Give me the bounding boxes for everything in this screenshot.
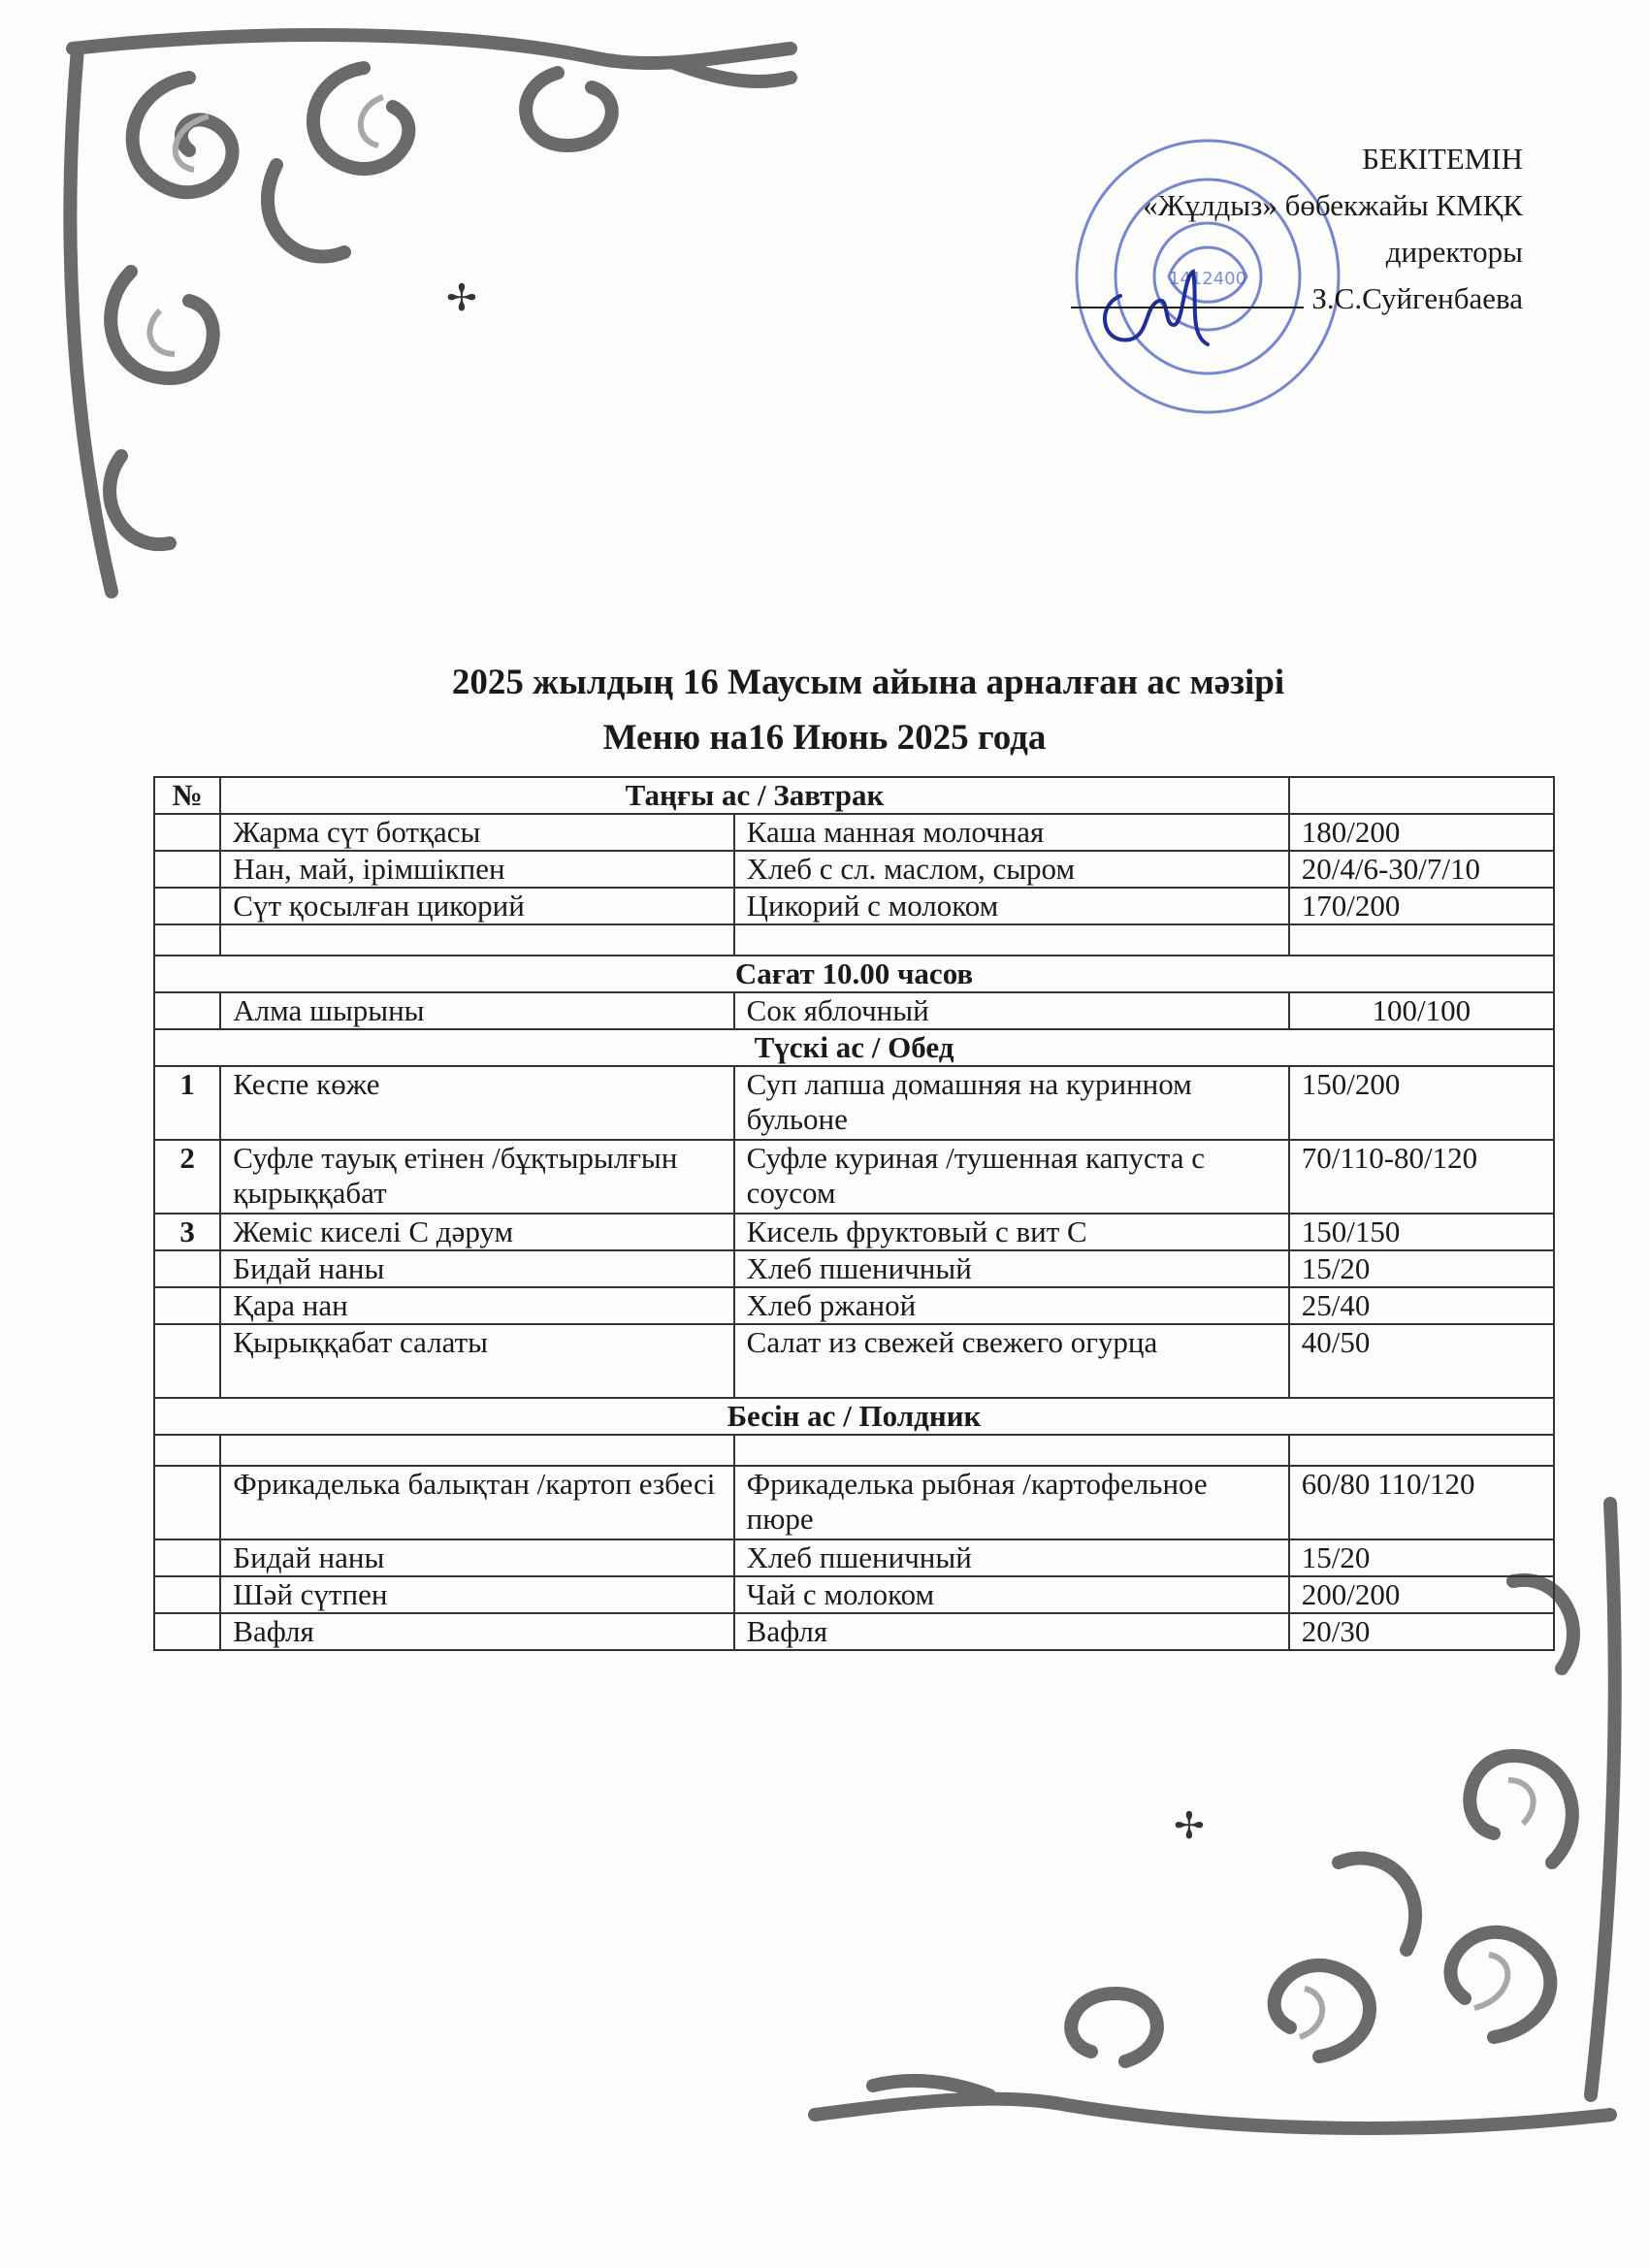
- table-row: [154, 851, 1554, 888]
- dish-ru: Сок яблочный: [734, 992, 1289, 1029]
- lunch-header: Түскі ас / Обед: [154, 1029, 1554, 1066]
- approval-position: директоры: [1385, 235, 1523, 269]
- dish-kz: Суфле тауық етінен /бұқтырылғын қырыққабат: [220, 1140, 733, 1214]
- dish-kz: Қырыққабат салаты: [220, 1324, 733, 1398]
- portion: 20/4/6-30/7/10: [1289, 851, 1554, 888]
- portion: 40/50: [1289, 1324, 1554, 1398]
- dish-ru: Вафля: [734, 1613, 1289, 1650]
- portion: 15/20: [1289, 1250, 1554, 1287]
- dish-kz: Бидай наны: [220, 1539, 733, 1576]
- dish-ru: Кисель фруктовый с вит С: [734, 1214, 1289, 1250]
- portion: 150/150: [1289, 1214, 1554, 1250]
- portion: 25/40: [1289, 1287, 1554, 1324]
- dish-kz: Нан, май, ірімшікпен: [220, 851, 733, 888]
- dish-kz: Алма шырыны: [220, 992, 733, 1029]
- num-header: №: [154, 777, 220, 814]
- dish-ru: Фрикаделька рыбная /картофельное пюре: [734, 1466, 1289, 1539]
- table-row: [154, 1539, 1554, 1576]
- breakfast-header: Таңғы ас / Завтрак: [220, 777, 1288, 814]
- table-row: 3 Жеміс киселі С дәрум Кисель фруктовый с вит С 150/150: [154, 1214, 1554, 1250]
- portion: 180/200: [1289, 814, 1554, 851]
- approval-signer: З.С.Суйгенбаева: [1311, 281, 1523, 315]
- portion: 70/110-80/120: [1289, 1140, 1554, 1214]
- portion: 100/100: [1289, 992, 1554, 1029]
- dish-kz: Кеспе көже: [220, 1066, 733, 1140]
- cross-mark-icon: ✢: [446, 276, 477, 319]
- table-row: [154, 888, 1554, 924]
- dish-kz: Вафля: [220, 1613, 733, 1650]
- table-row: [154, 1576, 1554, 1613]
- approval-signer-line: [1071, 275, 1523, 322]
- cross-mark-icon: ✢: [1174, 1804, 1205, 1847]
- table-row: 2 Суфле тауық етінен /бұқтырылғын қырыққабат Суфле куриная /тушенная капуста с соусом 70/110-80/120: [154, 1140, 1554, 1214]
- table-row: [154, 1250, 1554, 1287]
- table-row: [154, 1287, 1554, 1324]
- title-kz: 2025 жылдың 16 Маусым айына арналған ас мәзірі: [451, 663, 1285, 702]
- table-row: [154, 1613, 1554, 1650]
- portion: 60/80 110/120: [1289, 1466, 1554, 1539]
- portion: 20/30: [1289, 1613, 1554, 1650]
- approval-title: БЕКІТЕМІН: [1362, 142, 1523, 176]
- approval-block: [1071, 136, 1523, 322]
- approval-org: «Жұлдыз» бөбекжайы КМҚК: [1143, 188, 1523, 222]
- dish-ru: Хлеб пшеничный: [734, 1250, 1289, 1287]
- portion: 170/200: [1289, 888, 1554, 924]
- menu-table: [153, 776, 1555, 1651]
- portion: 150/200: [1289, 1066, 1554, 1140]
- dish-kz: Фрикаделька балықтан /картоп езбесі: [220, 1466, 733, 1539]
- signature-line: [1071, 277, 1304, 308]
- dish-ru: Хлеб с сл. маслом, сыром: [734, 851, 1289, 888]
- portion: 200/200: [1289, 1576, 1554, 1613]
- svg-text:1412400: 1412400: [1168, 269, 1247, 289]
- dish-ru: Каша манная молочная: [734, 814, 1289, 851]
- empty-row: [154, 924, 1554, 956]
- dish-kz: Шәй сүтпен: [220, 1576, 733, 1613]
- menu-titles: [0, 655, 1649, 765]
- table-row: 1 Кеспе көже Суп лапша домашняя на куринном бульоне 150/200: [154, 1066, 1554, 1140]
- dish-kz: Жеміс киселі С дәрум: [220, 1214, 733, 1250]
- dish-ru: Чай с молоком: [734, 1576, 1289, 1613]
- title-ru: Меню на16 Июнь 2025 года: [602, 718, 1047, 758]
- portion: 15/20: [1289, 1539, 1554, 1576]
- table-row: [154, 1466, 1554, 1539]
- table-row: [154, 1324, 1554, 1398]
- afternoon-header: Бесін ас / Полдник: [154, 1398, 1554, 1435]
- table-row: [154, 992, 1554, 1029]
- dish-kz: Қара нан: [220, 1287, 733, 1324]
- dish-ru: Суп лапша домашняя на куринном бульоне: [734, 1066, 1289, 1140]
- table-row: [154, 814, 1554, 851]
- dish-ru: Цикорий с молоком: [734, 888, 1289, 924]
- dish-ru: Хлеб пшеничный: [734, 1539, 1289, 1576]
- empty-row: [154, 1435, 1554, 1466]
- snack-header: Сағат 10.00 часов: [154, 956, 1554, 992]
- dish-kz: Бидай наны: [220, 1250, 733, 1287]
- dish-kz: Сүт қосылған цикорий: [220, 888, 733, 924]
- dish-ru: Суфле куриная /тушенная капуста с соусом: [734, 1140, 1289, 1214]
- dish-kz: Жарма сүт ботқасы: [220, 814, 733, 851]
- dish-ru: Салат из свежей свежего огурца: [734, 1324, 1289, 1398]
- dish-ru: Хлеб ржаной: [734, 1287, 1289, 1324]
